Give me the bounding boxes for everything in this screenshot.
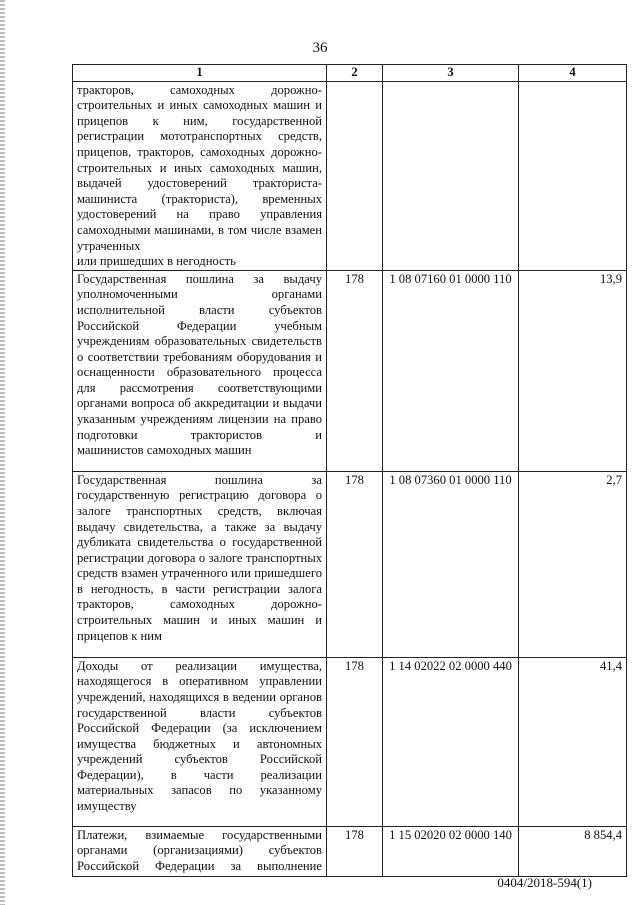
column-header: 3 <box>383 65 519 82</box>
revenue-table <box>72 64 627 877</box>
table-row <box>73 270 627 471</box>
row-description: Платежи, взимаемые государственными органами (организациями) субъектов Российской Федерации за выполнение <box>73 826 327 876</box>
row-amount: 8 854,4 <box>519 826 627 876</box>
page-number: 36 <box>312 40 328 56</box>
row-admin-code: 178 <box>327 270 383 471</box>
row-kbk-code: 1 08 07160 01 0000 110 <box>383 270 519 471</box>
row-description: Доходы от реализации имущества, находящегося в оперативном управлении учреждений, находящихся в ведении органов государственной власти субъектов Российской Федерации (за исключением имущества бюджетных и автономных учреждений субъектов Российской Федерации), в части реализации материальных запасов по указанному имуществу <box>73 657 327 826</box>
row-admin-code: 178 <box>327 826 383 876</box>
row-amount: 13,9 <box>519 270 627 471</box>
column-header: 2 <box>327 65 383 82</box>
row-kbk-code <box>383 81 519 270</box>
row-description: тракторов, самоходных дорожно-строительных и иных самоходных машин и прицепов к ним, государственной регистрации мототранспортных средств, прицепов, тракторов, самоходных дорожно-строительных и иных самоходных машин, выдачей удостоверений тракториста-машиниста (тракториста), временных удостоверений на право управления самоходными машинами, в том числе взамен утраченных или пришедших в негодность <box>73 81 327 270</box>
column-header: 1 <box>73 65 327 82</box>
scan-edge <box>0 0 5 905</box>
column-header: 4 <box>519 65 627 82</box>
row-description: Государственная пошлина за государственную регистрацию договора о залоге транспортных средств, включая выдачу свидетельства, а также за выдачу дубликата свидетельства о государственной регистрации договора о залоге транспортных средств взамен утраченного или пришедшего в негодность, в части регистрации залога тракторов, самоходных дорожно-строительных машин и иных машин и прицепов к ним <box>73 471 327 657</box>
row-admin-code: 178 <box>327 657 383 826</box>
row-amount: 2,7 <box>519 471 627 657</box>
row-description: Государственная пошлина за выдачу уполномоченными органами исполнительной власти субъектов Российской Федерации учебным учреждениям образовательных свидетельств о соответствии требованиям оборудования и оснащенности образовательного процесса для рассмотрения соответствующими органами вопроса об аккредитации и выдачи указанным учреждениям лицензии на право подготовки трактористов и машинистов самоходных машин <box>73 270 327 471</box>
row-amount <box>519 81 627 270</box>
document-code: 0404/2018-594(1) <box>497 875 592 890</box>
row-admin-code <box>327 81 383 270</box>
row-amount: 41,4 <box>519 657 627 826</box>
header-row <box>73 65 627 82</box>
row-kbk-code: 1 14 02022 02 0000 440 <box>383 657 519 826</box>
table-row <box>73 81 627 270</box>
table-row <box>73 826 627 876</box>
table-row <box>73 657 627 826</box>
table-row <box>73 471 627 657</box>
row-kbk-code: 1 15 02020 02 0000 140 <box>383 826 519 876</box>
row-admin-code: 178 <box>327 471 383 657</box>
row-kbk-code: 1 08 07360 01 0000 110 <box>383 471 519 657</box>
